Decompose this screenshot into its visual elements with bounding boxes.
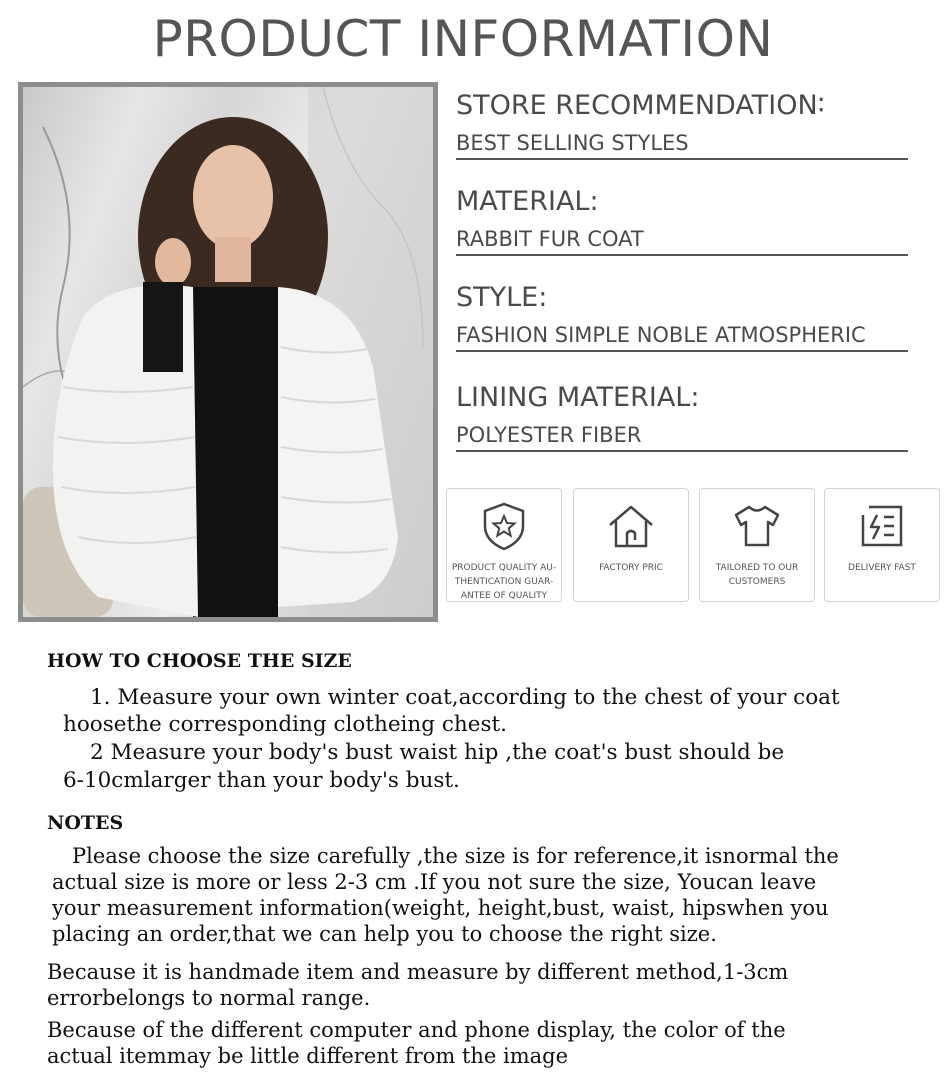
- notes-line: Please choose the size carefully ,the size is for reference,it isnormal the: [72, 844, 839, 868]
- house-icon: [604, 499, 658, 553]
- notes-heading: NOTES: [47, 812, 124, 834]
- info-value: FASHION SIMPLE NOBLE ATMOSPHERIC: [456, 323, 908, 352]
- badge-tailored: [699, 488, 815, 602]
- badge-text-line: TAILORED TO OUR: [715, 563, 799, 573]
- badge-quality: [446, 488, 562, 602]
- size-guide-line: 2 Measure your body's bust waist hip ,the coat's bust should be: [90, 740, 785, 765]
- notes-line: errorbelongs to normal range.: [47, 986, 371, 1010]
- size-guide-line: hoosethe corresponding clotheing chest.: [63, 712, 507, 737]
- size-guide-line: 6-10cmlarger than your body's bust.: [63, 768, 460, 793]
- info-value: RABBIT FUR COAT: [456, 227, 908, 256]
- info-value: POLYESTER FIBER: [456, 423, 908, 452]
- badge-text-line: FACTORY PRIC: [599, 563, 663, 573]
- info-label: STYLE:: [456, 282, 548, 313]
- notes-line: placing an order,that we can help you to choose the right size.: [52, 922, 717, 946]
- product-photo-frame: [18, 82, 438, 622]
- notes-line: actual size is more or less 2-3 cm .If you not sure the size, Youcan leave: [52, 870, 817, 894]
- badge-text-line: ANTEE OF QUALITY: [460, 591, 548, 601]
- page-title: PRODUCT INFORMATION: [152, 10, 774, 68]
- badge-factory-price: [573, 488, 689, 602]
- badge-text-line: DELIVERY FAST: [848, 563, 916, 573]
- info-style: [456, 282, 938, 352]
- shield-star-icon: [477, 499, 531, 553]
- tshirt-icon: [730, 499, 784, 553]
- size-guide-line: 1. Measure your own winter coat,according to the chest of your coat: [90, 685, 840, 710]
- badge-text-line: THENTICATION GUAR-: [454, 577, 554, 587]
- notes-line: actual itemmay be little different from the image: [47, 1044, 569, 1068]
- info-lining-material: [456, 382, 938, 452]
- info-value: BEST SELLING STYLES: [456, 131, 908, 160]
- info-material: [456, 186, 938, 256]
- model-in-white-fur-coat-illustration: [23, 87, 433, 617]
- badge-text-line: PRODUCT QUALITY AU-: [451, 563, 557, 573]
- info-label: STORE RECOMMENDATION∶: [456, 90, 825, 121]
- notes-line: Because it is handmade item and measure by different method,1-3cm: [47, 960, 789, 984]
- info-label: MATERIAL:: [456, 186, 599, 217]
- notes-line: Because of the different computer and phone display, the color of the: [47, 1018, 786, 1042]
- size-guide-heading: HOW TO CHOOSE THE SIZE: [47, 650, 352, 672]
- product-photo: [23, 87, 433, 617]
- fast-delivery-icon: [855, 499, 909, 553]
- info-label: LINING MATERIAL:: [456, 382, 700, 413]
- badge-delivery: [824, 488, 940, 602]
- badge-text-line: CUSTOMERS: [728, 577, 786, 587]
- notes-line: your measurement information(weight, height,bust, waist, hipswhen you: [52, 896, 829, 920]
- info-store-recommendation: [456, 90, 938, 160]
